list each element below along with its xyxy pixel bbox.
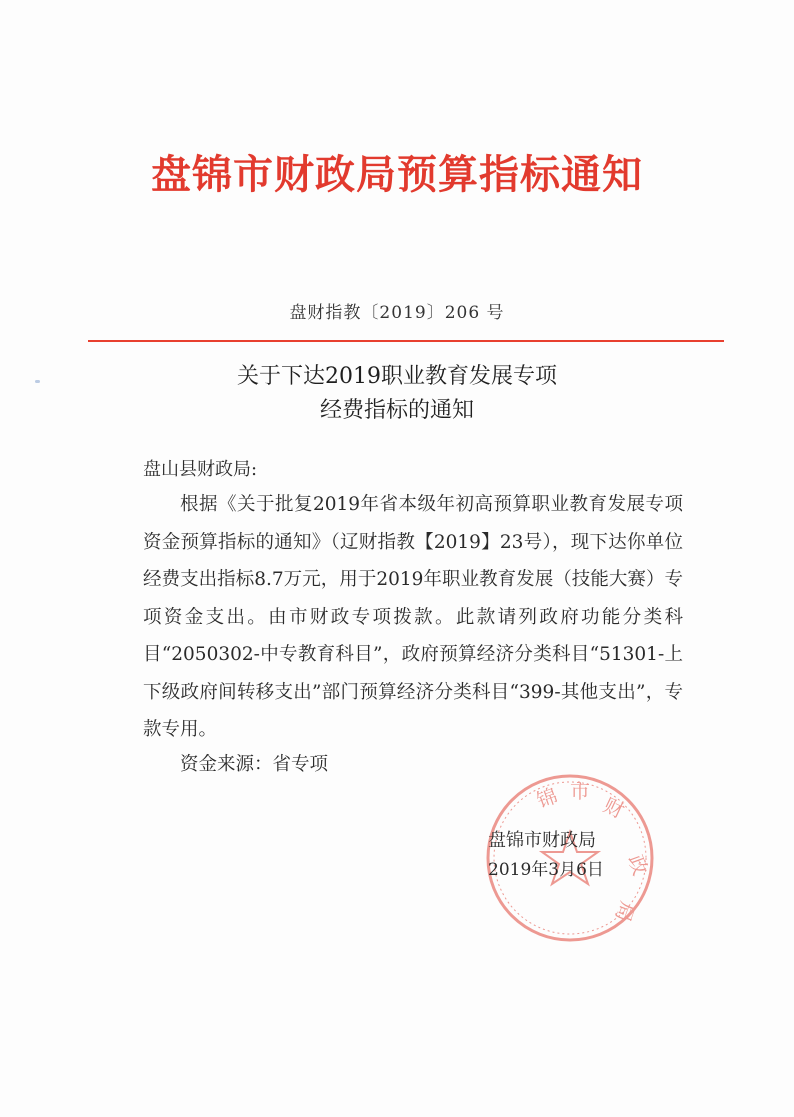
document-header-title: 盘锦市财政局预算指标通知 (151, 152, 643, 198)
svg-text:锦: 锦 (533, 783, 561, 813)
document-number: 盘财指教〔2019〕206 号 (289, 303, 505, 323)
svg-text:政: 政 (623, 851, 653, 879)
svg-text:局: 局 (610, 898, 640, 926)
addressee: 盘山县财政局: (143, 459, 258, 480)
fund-source: 资金来源：省专项 (180, 754, 329, 775)
header-divider (88, 340, 724, 342)
svg-text:财: 财 (599, 792, 629, 823)
subject-line-1: 关于下达2019职业教育发展专项 (237, 364, 557, 389)
signature-organization: 盘锦市财政局 (488, 830, 596, 851)
signature-date: 2019年3月6日 (488, 860, 604, 880)
document-subject (0, 360, 794, 428)
body-paragraph: 根据《关于批复2019年省本级年初高预算职业教育发展专项资金预算指标的通知》（辽财指教【2019】23号），现下达你单位经费支出指标8.7万元，用于2019年职业教育发展（技能大赛）专项资金支出。由市财政专项拨款。此款请列政府功能分类科目“2050302-中专教育科目”，政府预算经济分类科目“51301-上下级政府间转移支出”部门预算经济分类科目“399-其他支出”，专款专用。 (143, 494, 683, 740)
scan-speck (35, 380, 40, 383)
subject-line-2: 经费指标的通知 (319, 398, 474, 423)
svg-text:市: 市 (570, 779, 590, 803)
